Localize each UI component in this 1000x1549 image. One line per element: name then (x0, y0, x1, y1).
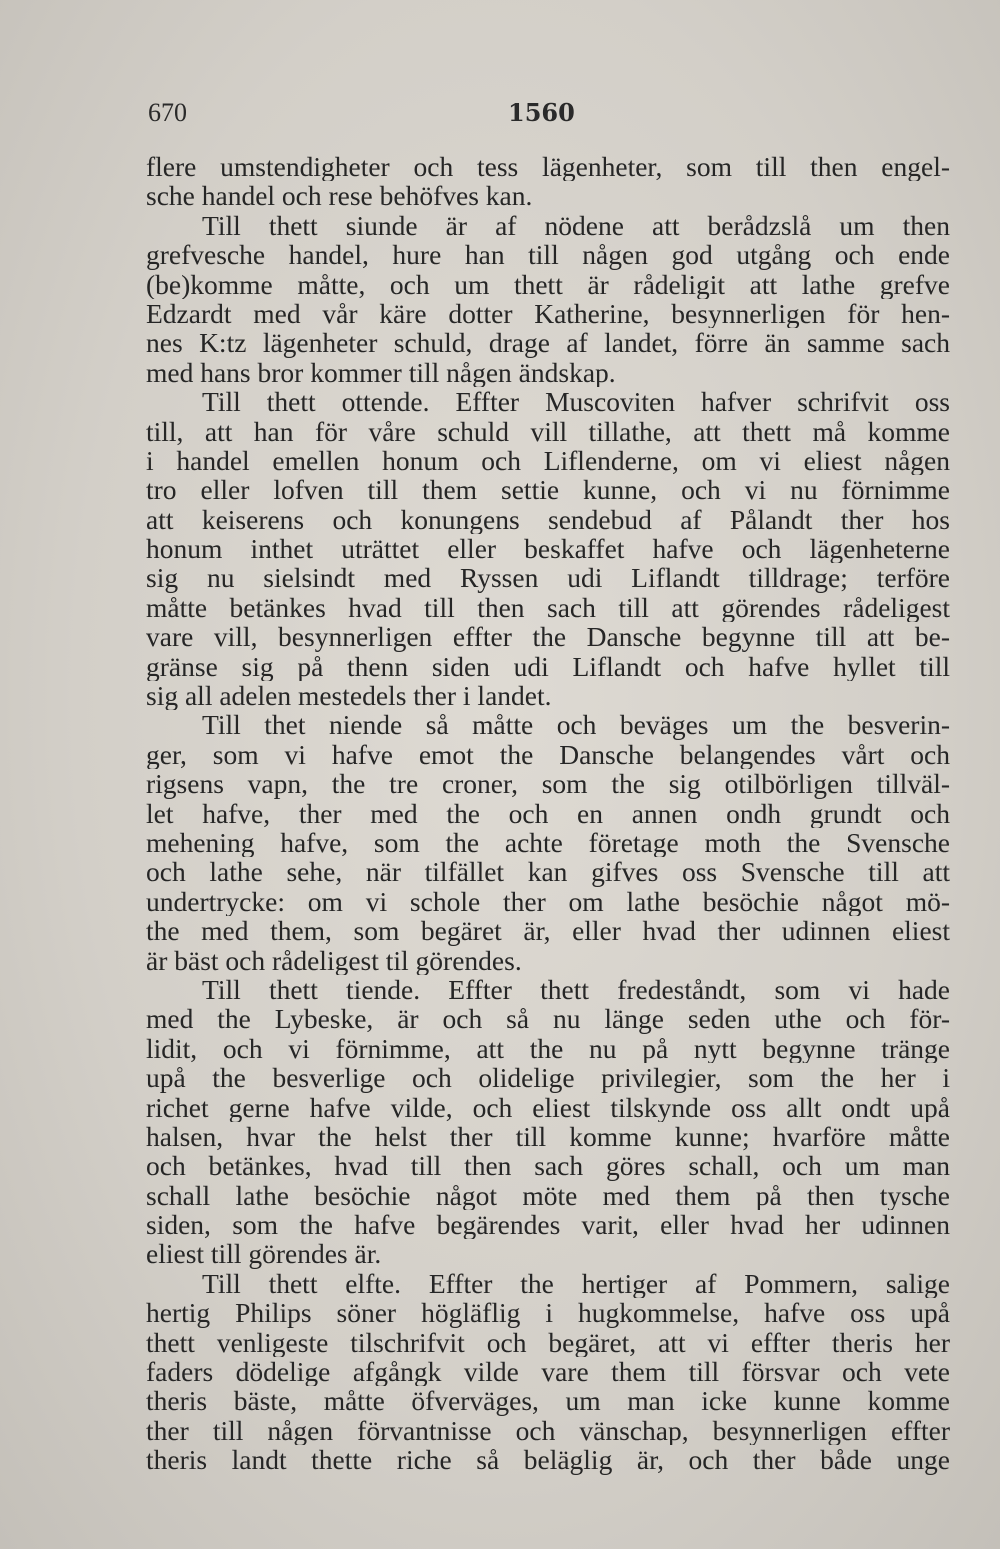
text-line: och betänkes, hvad till then sach göres schall, och um man (146, 1151, 950, 1181)
text-line: Till thett ottende. Effter Muscoviten hafver schrifvit oss (202, 387, 950, 417)
text-line: gränse sig på thenn siden udi Liflandt och hafve hyllet till (146, 651, 950, 682)
text-line: tro eller lofven till them settie kunne, och vi nu förnimme (146, 475, 950, 505)
text-line: schall lathe besöchie något möte med them på then tysche (146, 1180, 950, 1211)
text-line: sche handel och rese behöfves kan. (146, 181, 533, 211)
text-line: nes K:tz lägenheter schuld, drage af landet, förre än samme sach (146, 328, 950, 358)
text-line: Till thet niende så måtte och beväges um the besverin- (202, 710, 950, 740)
text-line: undertrycke: om vi schole ther om lathe besöchie något mö- (146, 886, 950, 917)
text-line: let hafve, ther med the och en annen ondh grundt och (146, 798, 950, 828)
text-line: flere umstendigheter och tess lägenheter, som till then engel- (146, 152, 950, 182)
text-line: att keiserens och konungens sendebud af Pålandt ther hos (146, 504, 950, 535)
text-line: hertig Philips söner högläflig i hugkommelse, hafve oss upå (146, 1298, 950, 1328)
page-header (148, 98, 948, 138)
text-line: med hans bror kommer till någen ändskap. (146, 357, 616, 388)
text-line: thett venligeste tilschrifvit och begäret, att vi effter theris her (146, 1327, 950, 1358)
text-line: the med them, som begäret är, eller hvad ther udinnen eliest (146, 916, 950, 946)
text-line: i handel emellen honum och Liflenderne, om vi eliest någen (146, 445, 950, 476)
text-line: honum inthet uträttet eller beskaffet hafve och lägenheterne (146, 534, 950, 564)
text-line: måtte betänkes hvad till then sach till att görendes rådeligest (146, 592, 950, 623)
text-line: och lathe sehe, när tilfället kan gifves oss Svensche till att (146, 857, 950, 887)
text-line: Edzardt med vår käre dotter Katherine, besynnerligen för hen- (146, 298, 950, 329)
text-line: upå the besverlige och olidelige privilegier, som the her i (146, 1063, 950, 1093)
text-line: sig all adelen mestedels ther i landet. (146, 681, 552, 711)
text-line: siden, som the hafve begärendes varit, eller hvad her udinnen (146, 1210, 950, 1240)
running-head-year: 1560 (508, 98, 575, 127)
text-line: halsen, hvar the helst ther till komme kunne; hvarföre måtte (146, 1121, 950, 1152)
text-line: (be)komme måtte, och um thett är rådeligit att lathe grefve (146, 269, 950, 299)
text-line: med the Lybeske, är och så nu länge seden uthe och för- (146, 1004, 950, 1034)
page-number: 670 (148, 98, 187, 127)
text-line: Till thett siunde är af nödene att berådzslå um then (202, 210, 950, 241)
text-line: grefvesche handel, hure han till någen god utgång och ende (146, 240, 950, 270)
text-line: Till thett elfte. Effter the hertiger af Pommern, salige (202, 1268, 950, 1299)
text-line: sig nu sielsindt med Ryssen udi Liflandt tilldrage; terföre (146, 563, 950, 593)
text-line: mehening hafve, som the achte företage moth the Svensche (146, 827, 950, 858)
text-line: theris bäste, måtte öfverväges, um man icke kunne komme (146, 1386, 950, 1416)
text-line: eliest till görendes är. (146, 1239, 382, 1269)
text-line: är bäst och rådeligest til görendes. (146, 945, 522, 975)
body-text (146, 152, 950, 1475)
text-line: ger, som vi hafve emot the Dansche belangendes vårt och (146, 739, 950, 770)
text-line: lidit, och vi förnimme, att the nu på nytt begynne tränge (146, 1033, 950, 1064)
text-line: till, att han för våre schuld vill tillathe, att thett må komme (146, 416, 950, 446)
text-line: theris landt thette riche så beläglig är, och ther både unge (146, 1445, 950, 1475)
text-line: vare vill, besynnerligen effter the Dansche begynne till att be- (146, 622, 950, 652)
text-line: rigsens vapn, the tre croner, som the sig otilbörligen tillväl- (146, 769, 950, 799)
text-line: ther till någen förvantnisse och vänschap, besynnerligen effter (146, 1415, 950, 1446)
text-line: faders dödelige afgångk vilde vare them till försvar och vete (146, 1357, 950, 1387)
text-line: Till thett tiende. Effter thett fredeståndt, som vi hade (202, 974, 950, 1005)
text-line: richet gerne hafve vilde, och eliest tilskynde oss allt ondt upå (146, 1092, 950, 1122)
